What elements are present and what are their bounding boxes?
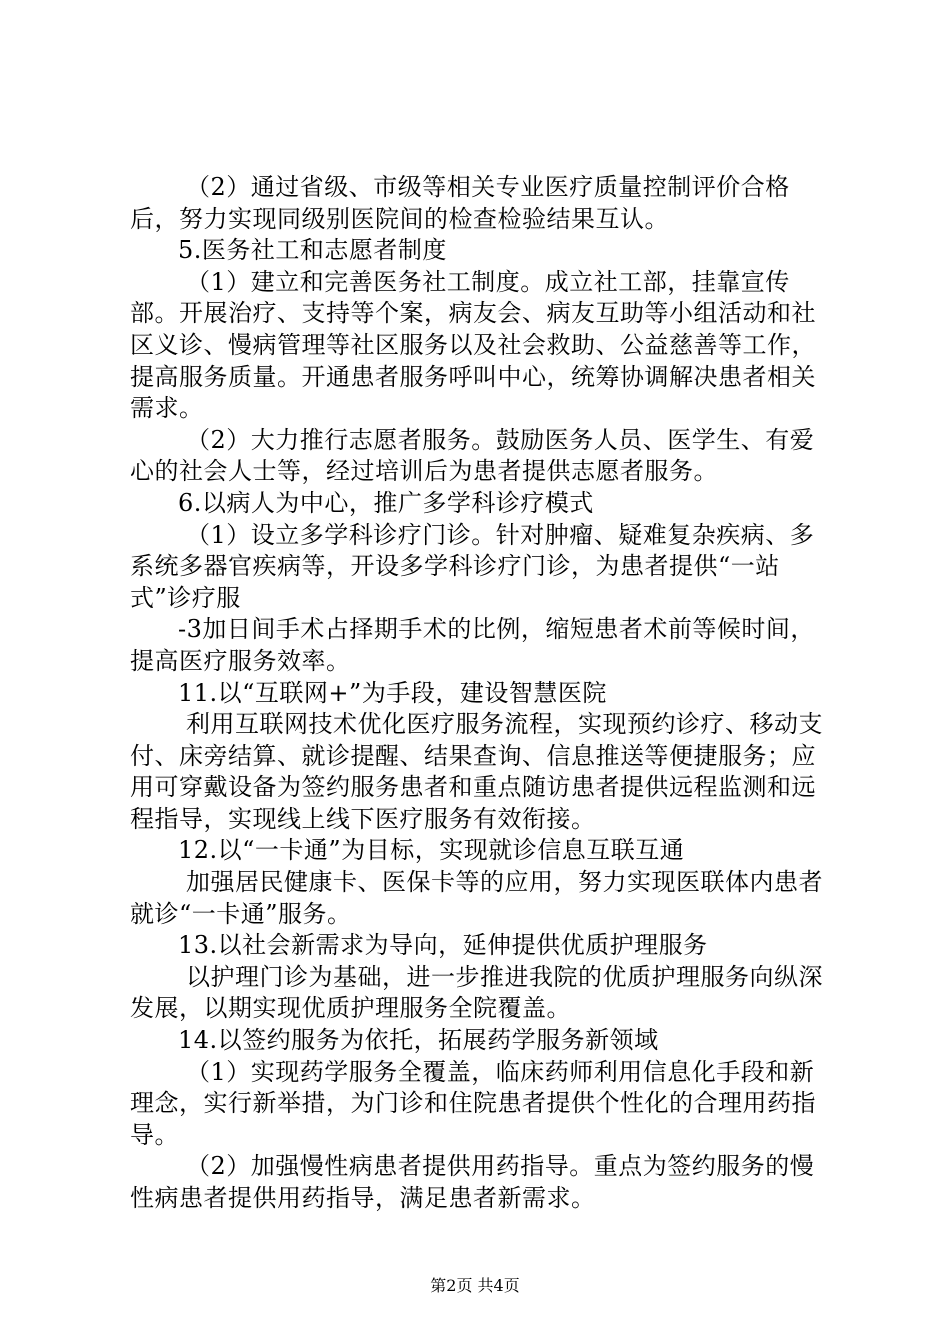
paragraph-internet-services: 利用互联网技术优化医疗服务流程，实现预约诊疗、移动支付、床旁结算、就诊提醒、结果查询、信息推送等便捷服务；应用可穿戴设备为签约服务患者和重点随访患者提供远程监测和远程指导，实现线上线下医疗服务有效衔接。 <box>130 710 823 833</box>
paragraph-day-surgery: -3加日间手术占择期手术的比例，缩短患者术前等候时间，提高医疗服务效率。 <box>130 615 815 675</box>
paragraph-health-card: 加强居民健康卡、医保卡等的应用，努力实现医联体内患者就诊“一卡通”服务。 <box>130 868 823 928</box>
section-heading-smart-hospital: 11.以“互联网+”为手段，建设智慧医院 <box>178 678 607 707</box>
section-heading-social-work-volunteers: 5.医务社工和志愿者制度 <box>178 236 447 265</box>
paragraph-volunteer-service: （2）大力推行志愿者服务。鼓励医务人员、医学生、有爱心的社会人士等，经过培训后为患者提供志愿者服务。 <box>130 425 815 486</box>
page-number-footer: 第2页 共4页 <box>430 1276 520 1295</box>
section-heading-one-card: 12.以“一卡通”为目标，实现就诊信息互联互通 <box>178 836 685 865</box>
paragraph-result-mutual-recognition: （2）通过省级、市级等相关专业医疗质量控制评价合格后，努力实现同级别医院间的检查检验结果互认。 <box>130 173 790 233</box>
paragraph-nursing-clinic: 以护理门诊为基础，进一步推进我院的优质护理服务向纵深发展，以期实现优质护理服务全院覆盖。 <box>130 962 823 1023</box>
section-heading-nursing: 13.以社会新需求为导向，延伸提供优质护理服务 <box>178 931 708 960</box>
paragraph-chronic-disease-guidance: （2）加强慢性病患者提供用药指导。重点为签约服务的慢性病患者提供用药指导，满足患者新需求。 <box>130 1152 815 1212</box>
section-heading-multidisciplinary: 6.以病人为中心，推广多学科诊疗模式 <box>178 488 594 517</box>
paragraph-pharmacy-coverage: （1）实现药学服务全覆盖，临床药师利用信息化手段和新理念，实行新举措，为门诊和住院患者提供个性化的合理用药指导。 <box>130 1057 816 1149</box>
section-heading-pharmacy: 14.以签约服务为依托，拓展药学服务新领域 <box>178 1026 659 1055</box>
document-body <box>130 172 830 1215</box>
paragraph-multidisciplinary-clinic: （1）设立多学科诊疗门诊。针对肿瘤、疑难复杂疾病、多系统多器官疾病等，开设多学科诊疗门诊，为患者提供“一站式”诊疗服 <box>130 520 815 612</box>
paragraph-social-work-system: （1）建立和完善医务社工制度。成立社工部，挂靠宣传部。开展治疗、支持等个案，病友会、病友互助等小组活动和社区义诊、慢病管理等社区服务以及社会救助、公益慈善等工作，提高服务质量。开通患者服务呼叫中心，统筹协调解决患者相关需求。 <box>130 267 816 423</box>
